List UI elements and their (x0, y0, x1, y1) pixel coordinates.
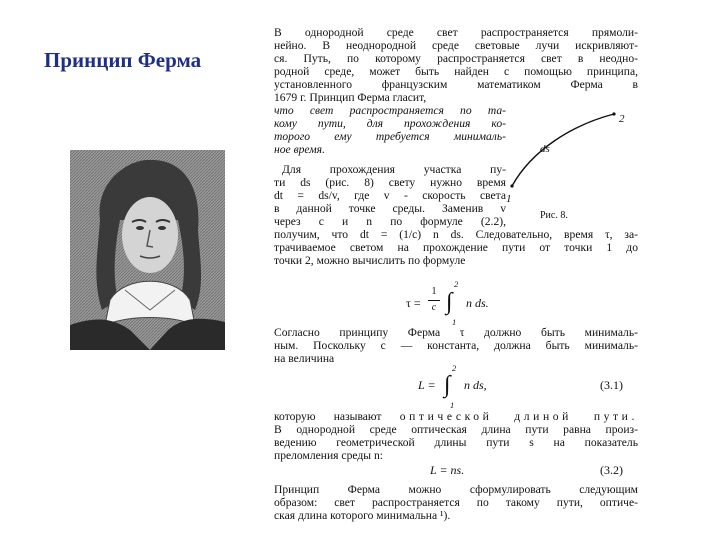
formula-L-ns: L = ns. (430, 463, 465, 477)
text-line: трачиваемое светом на прохождение пути от точки 1 до (274, 241, 638, 254)
text-line: dt = ds/v, где v - скорость света (274, 189, 506, 202)
formula-L-lower: 1 (450, 400, 455, 410)
text-line: в данной точке среды. Заменив v (274, 202, 506, 215)
formula-L-upper: 2 (452, 363, 457, 373)
text-line: на величина (274, 352, 335, 365)
formula-tau (406, 279, 536, 327)
formula-tau-numerator: 1 (431, 286, 437, 297)
label-ds: ds (540, 143, 550, 155)
text-line: образом: свет распространяется по такому пути, оптиче- (274, 496, 638, 509)
text-line: получим, что dt = (1/c) n ds. Следовательно, время τ, за- (274, 228, 638, 241)
formula-tau-integrand: n ds. (466, 296, 489, 310)
point-start (510, 184, 513, 187)
figure-caption: Рис. 8. (540, 210, 568, 220)
text-line: нейно. В неоднородной среде световые лучи искривляют- (274, 39, 638, 52)
text-line-italic: что свет распространяется по та- (274, 104, 506, 117)
text-line: 1679 г. Принцип Ферма гласит, (274, 91, 427, 104)
text-line: ведению геометрической длины пути s на показатель (274, 436, 638, 449)
text-line: ным. Поскольку c — константа, должна быть минималь- (274, 339, 638, 352)
formula-L-lhs: L = (418, 378, 436, 392)
optical-path-lead: которую называют (274, 410, 382, 423)
integral-sign: ∫ (446, 289, 453, 315)
text-line-italic: кому пути, для прохождения ко- (274, 117, 506, 130)
text-line: ти ds (рис. 8) свету нужно время (274, 176, 506, 189)
label-point-1: 1 (506, 193, 512, 205)
text-line: установленного французским математиком Ферма в (274, 78, 638, 91)
text-line: В однородной среде оптическая длина пути равна произ- (274, 423, 638, 436)
text-line: родной среде, может быть найден с помощью принципа, (274, 65, 638, 78)
text-line: ская длина которого минимальна ¹). (274, 509, 451, 522)
ray-curve (512, 114, 614, 186)
textbook-page (274, 14, 638, 532)
text-line-italic: торого ему требуется минималь- (274, 130, 506, 143)
text-line: через c и n по формуле (2.2), (274, 215, 506, 228)
point-end (612, 112, 615, 115)
text-line: ся. Путь, по которому распространяется свет в неодно- (274, 52, 638, 65)
text-line: Принцип Ферма можно сформулировать следующим (274, 483, 638, 496)
text-line: преломления среды n: (274, 449, 383, 462)
formula-L (412, 363, 638, 410)
text-line: точки 2, можно вычислить по формуле (274, 254, 466, 267)
integral-sign: ∫ (444, 372, 451, 398)
equation-number: (3.2) (600, 463, 623, 477)
optical-path-term: оптической длиной пути. (399, 410, 638, 423)
text-line: Для прохождения участка пу- (282, 163, 506, 176)
text-line-optical-path (274, 410, 638, 423)
fermat-portrait (70, 150, 225, 350)
slide-title: Принцип Ферма (44, 48, 202, 72)
formula-L-integrand: n ds, (464, 378, 487, 392)
formula-tau-denominator: c (431, 302, 437, 313)
text-line: В однородной среде свет распространяется прямоли- (274, 26, 638, 39)
fraction-bar (428, 300, 440, 301)
label-point-2: 2 (619, 113, 625, 125)
text-line-italic: ное время. (274, 143, 325, 156)
formula-tau-lower: 1 (452, 317, 457, 327)
equation-number: (3.1) (600, 378, 623, 392)
formula-tau-upper: 2 (454, 279, 459, 289)
figure-ray-path (502, 110, 638, 220)
text-line: Согласно принципу Ферма τ должно быть минималь- (274, 326, 638, 339)
formula-tau-lhs: τ = (406, 296, 421, 310)
